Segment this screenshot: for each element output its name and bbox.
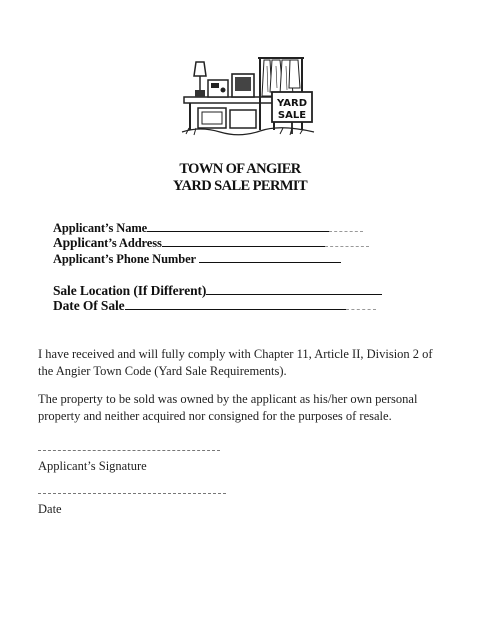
applicant-name-field[interactable]	[53, 220, 363, 236]
applicant-name-line[interactable]	[147, 220, 329, 232]
sale-date-dashes	[346, 298, 376, 310]
ownership-statement: The property to be sold was owned by the applicant as his/her own personal property and neither acquired nor consigned for the purposes of resale.	[38, 392, 418, 423]
signature-label: Applicant’s Signature	[38, 459, 147, 473]
applicant-name-label: Applicant’s Name	[53, 221, 148, 235]
sale-location-field[interactable]	[53, 283, 382, 299]
sale-date-field[interactable]	[53, 298, 376, 314]
sign-text-yard: YARD	[276, 98, 308, 109]
sign-text-sale: SALE	[277, 110, 307, 121]
town-title: TOWN OF ANGIER	[179, 161, 301, 177]
sale-location-line[interactable]	[206, 283, 382, 295]
yard-sale-clipart	[180, 52, 316, 136]
permit-title: YARD SALE PERMIT	[172, 178, 308, 194]
compliance-statement: I have received and will fully comply with Chapter 11, Article II, Division 2 of the Angier Town Code (Yard Sale Requirements).	[38, 347, 433, 378]
sale-location-label: Sale Location (If Different)	[53, 283, 207, 298]
applicant-phone-label: Applicant’s Phone Number	[53, 252, 196, 266]
applicant-address-label-bold: Applica	[53, 235, 98, 250]
date-label: Date	[38, 502, 62, 516]
sale-date-label: Date Of Sale	[53, 298, 125, 313]
applicant-phone-field[interactable]	[53, 251, 341, 267]
applicant-address-dashes	[325, 235, 369, 247]
date-line[interactable]	[38, 493, 226, 494]
applicant-address-line[interactable]	[162, 235, 325, 247]
applicant-name-dashes	[329, 220, 363, 232]
sale-date-line[interactable]	[125, 298, 346, 310]
applicant-address-field[interactable]	[53, 235, 369, 251]
applicant-phone-line[interactable]	[199, 251, 341, 263]
applicant-address-label-rest: nt’s Address	[97, 236, 162, 250]
signature-line[interactable]	[38, 450, 220, 451]
